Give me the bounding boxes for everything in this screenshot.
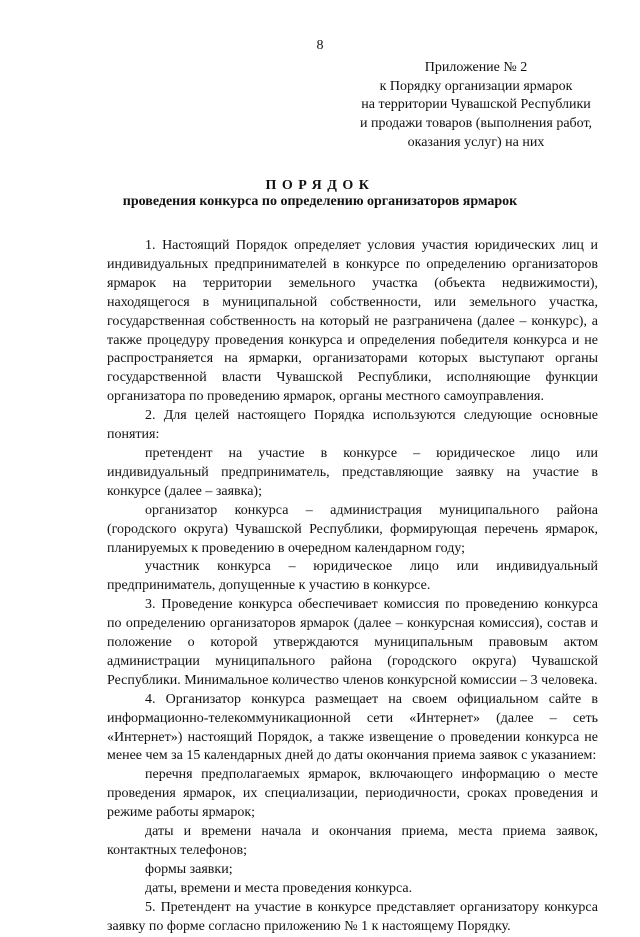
list-item-fairs: перечня предполагаемых ярмарок, включающего информацию о месте проведения ярмарок, их специализации, периодичности, сроках проведения и режиме работы ярмарок;	[107, 767, 598, 821]
paragraph-4: 4. Организатор конкурса размещает на своем официальном сайте в информационно-телекоммуникационной сети «Интернет» (далее – сеть «Интернет») настоящий Порядок, а также извещение о проведении конкурса не менее чем за 15 календарных дней до даты окончания приема заявок с указанием:	[107, 691, 598, 764]
page-number: 8	[316, 38, 324, 53]
appendix-line: к Порядку организации ярмарок	[379, 78, 573, 94]
appendix-line: на территории Чувашской Республики	[361, 97, 591, 113]
document-title: ПОРЯДОК	[265, 178, 375, 193]
appendix-line: Приложение № 2	[424, 60, 528, 75]
list-item-form: формы заявки;	[145, 861, 233, 877]
paragraph-2: 2. Для целей настоящего Порядка используются следующие основные понятия:	[107, 408, 598, 443]
appendix-header	[346, 59, 606, 153]
document-subtitle: проведения конкурса по определению организаторов ярмарок	[122, 194, 518, 209]
list-item-place: даты, времени и места проведения конкурса.	[145, 880, 413, 896]
definition-organizer: организатор конкурса – администрация муниципального района (городского округа) Чувашской Республики, формирующая перечень ярмарок, планируемых к проведению в очередном календарном году;	[107, 502, 598, 556]
definition-applicant: претендент на участие в конкурсе – юридическое лицо или индивидуальный предприниматель, представляющие заявку на участие в конкурсе (далее – заявка);	[107, 445, 598, 499]
list-item-dates: даты и времени начала и окончания приема, места приема заявок, контактных телефонов;	[107, 824, 598, 858]
definition-participant: участник конкурса – юридическое лицо или индивидуальный предприниматель, допущенные к участию в конкурсе.	[107, 559, 598, 594]
appendix-line: и продажи товаров (выполнения работ,	[359, 116, 593, 132]
appendix-line: оказания услуг) на них	[407, 134, 545, 150]
paragraph-1: 1. Настоящий Порядок определяет условия участия юридических лиц и индивидуальных предпринимателей в конкурсе по определению организаторов ярмарок на территории земельного участка (объекта недвижимости), находящегося в муниципальной собственности, или земельного участка, государственная собственность на который не разграничена (далее – конкурс), а также процедуру проведения конкурса и определения победителя конкурса и не распространяется на ярмарки, организаторами которых выступают органы государственной власти Чувашской Республики, исполняющие функции организатора по проведению ярмарок, органы местного самоуправления.	[107, 238, 598, 405]
paragraph-5: 5. Претендент на участие в конкурсе представляет организатору конкурса заявку по форме согласно приложению № 1 к настоящему Порядку.	[107, 899, 598, 934]
document-body	[107, 237, 598, 937]
paragraph-3: 3. Проведение конкурса обеспечивает комиссия по проведению конкурса по определению организаторов ярмарок (далее – конкурсная комиссия), состав и положение о которой утверждаются муниципальным правовым актом администрации муниципального района (городского округа) Чувашской Республики. Минимальное количество членов конкурсной комиссии – 3 человека.	[107, 597, 598, 688]
